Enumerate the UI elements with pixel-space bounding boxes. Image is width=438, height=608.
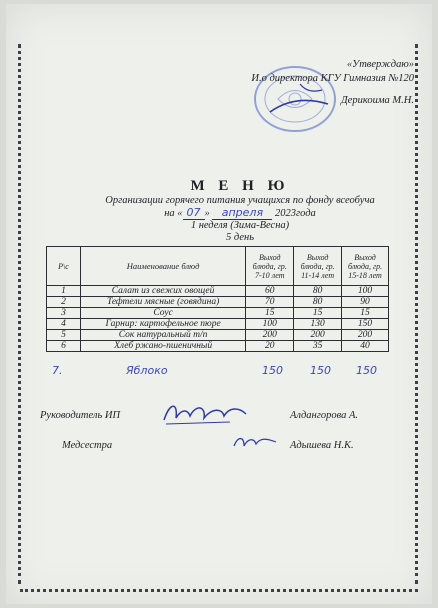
day-label: 5 день xyxy=(226,232,254,243)
row-dish: Салат из свежих овощей xyxy=(80,286,245,297)
row-value-15-18: 150 xyxy=(342,319,389,330)
row-value-15-18: 100 xyxy=(342,286,389,297)
signature-name-1: Алдангорова А. xyxy=(290,410,359,421)
signature-2 xyxy=(232,432,278,452)
table-row xyxy=(47,341,389,352)
handwritten-value-15-18: 150 xyxy=(356,364,377,377)
week-label: 1 неделя (Зима-Весна) xyxy=(190,220,290,231)
row-value-11-14: 200 xyxy=(294,330,342,341)
approval-block xyxy=(214,58,414,106)
row-value-7-10: 15 xyxy=(246,308,294,319)
approval-heading: «Утверждаю» xyxy=(346,59,414,70)
row-value-15-18: 40 xyxy=(342,341,389,352)
signature-role-1: Руководитель ИП xyxy=(40,410,121,421)
row-value-11-14: 130 xyxy=(294,319,342,330)
date-prefix: на « xyxy=(164,208,183,219)
header-age-7-10: Выход блюда, гр. 7-10 лет xyxy=(246,247,294,286)
dotted-border-right xyxy=(415,44,418,584)
table-row xyxy=(47,308,389,319)
row-number: 6 xyxy=(47,341,81,352)
table-row xyxy=(47,319,389,330)
table-row xyxy=(47,297,389,308)
date-sep: » xyxy=(204,208,210,219)
header-dish: Наименование блюд xyxy=(80,247,245,286)
handwritten-row xyxy=(46,364,389,380)
header-age-15-18: Выход блюда, гр. 15-18 лет xyxy=(342,247,389,286)
row-value-15-18: 15 xyxy=(342,308,389,319)
row-value-7-10: 60 xyxy=(246,286,294,297)
approval-name: Дерикоима М.Н. xyxy=(340,95,414,106)
row-value-15-18: 90 xyxy=(342,297,389,308)
dotted-border-bottom xyxy=(20,589,418,592)
row-number: 5 xyxy=(47,330,81,341)
row-value-7-10: 20 xyxy=(246,341,294,352)
row-value-11-14: 15 xyxy=(294,308,342,319)
row-dish: Тефтели мясные (говядина) xyxy=(80,297,245,308)
handwritten-value-7-10: 150 xyxy=(262,364,283,377)
date-month: апреля xyxy=(212,207,272,220)
row-number: 2 xyxy=(47,297,81,308)
header-age-11-14: Выход блюда, гр. 11-14 лет xyxy=(294,247,342,286)
approval-position: И.о директора КГУ Гимназия №120 xyxy=(251,73,414,84)
row-value-7-10: 70 xyxy=(246,297,294,308)
row-dish: Сок натуральный т/п xyxy=(80,330,245,341)
title-block xyxy=(90,178,390,244)
header-number: Р\с xyxy=(47,247,81,286)
handwritten-dish: Яблоко xyxy=(126,364,168,377)
subtitle: Организации горячего питания учащихся по фонду всеобуча xyxy=(105,195,375,206)
row-dish: Гарнир: картофельное пюре xyxy=(80,319,245,330)
row-number: 4 xyxy=(47,319,81,330)
row-value-11-14: 35 xyxy=(294,341,342,352)
signature-role-2: Медсестра xyxy=(62,440,113,451)
row-dish: Соус xyxy=(80,308,245,319)
date-day: 07 xyxy=(183,207,205,220)
row-value-15-18: 200 xyxy=(342,330,389,341)
row-value-7-10: 200 xyxy=(246,330,294,341)
handwritten-value-11-14: 150 xyxy=(310,364,331,377)
menu-table xyxy=(46,246,389,352)
row-number: 3 xyxy=(47,308,81,319)
handwritten-number: 7. xyxy=(52,364,63,377)
dotted-border-left xyxy=(18,44,21,584)
row-value-11-14: 80 xyxy=(294,297,342,308)
row-value-11-14: 80 xyxy=(294,286,342,297)
row-dish: Хлеб ржано-пшеничный xyxy=(80,341,245,352)
signature-1 xyxy=(160,398,250,428)
row-value-7-10: 100 xyxy=(246,319,294,330)
table-row xyxy=(47,286,389,297)
date-line xyxy=(90,207,390,220)
table-row xyxy=(47,330,389,341)
row-number: 1 xyxy=(47,286,81,297)
signature-name-2: Адышева Н.К. xyxy=(290,440,354,451)
page-title: М Е Н Ю xyxy=(190,178,290,194)
date-year: 2023года xyxy=(275,208,316,219)
table-header-row xyxy=(47,247,389,286)
